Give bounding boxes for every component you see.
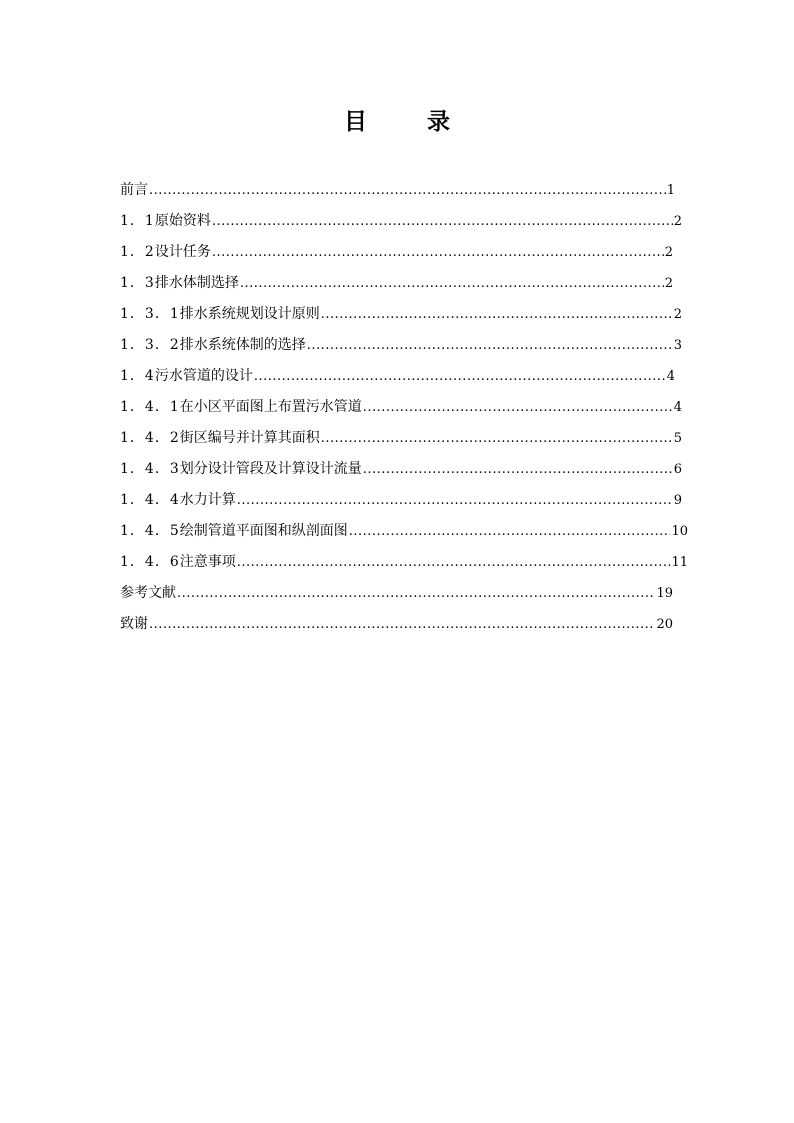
toc-leader-dots: [212, 206, 673, 237]
toc-leader-dots: [363, 392, 673, 423]
toc-leader-dots: [177, 578, 655, 609]
toc-entry-page: 9: [673, 493, 682, 508]
toc-entry-number: 1．3．1: [120, 306, 180, 322]
toc-leader-dots: [212, 237, 664, 268]
toc-entry-number: 1．1: [120, 213, 155, 229]
toc-entry-number: 1．4．2: [120, 430, 180, 446]
toc-entry[interactable]: [120, 175, 675, 206]
toc-entry-label: 在小区平面图上布置污水管道: [179, 399, 362, 415]
toc-entry-page: 1: [666, 183, 675, 198]
toc-entry-label: 原始资料: [154, 213, 211, 229]
toc-entry-number: 1．4．1: [120, 399, 180, 415]
toc-entry-number: 1．3: [120, 275, 155, 291]
toc-entry-number: 1．4．6: [120, 554, 180, 570]
toc-entry-page: 10: [671, 524, 688, 539]
toc-entry[interactable]: [120, 299, 682, 330]
toc-entry-label: 水力计算: [179, 492, 236, 508]
toc-entry-page: 6: [673, 462, 682, 477]
toc-entry-number: 1．4．3: [120, 461, 180, 477]
toc-entry-page: 2: [664, 245, 673, 260]
toc-entry[interactable]: [120, 392, 682, 423]
toc-entry-page: 2: [673, 214, 682, 229]
toc-leader-dots: [149, 175, 666, 206]
toc-entry-number: 1．4: [120, 368, 155, 384]
toc-entry-label: 排水系统规划设计原则: [179, 306, 320, 322]
page-title: 目 录: [343, 109, 476, 135]
toc-leader-dots: [321, 423, 673, 454]
toc-entry-label: 排水系统体制的选择: [179, 337, 306, 353]
toc-leader-dots: [237, 547, 671, 578]
toc-entry-label: 绘制管道平面图和纵剖面图: [179, 523, 348, 539]
toc-entry-page: 20: [656, 617, 673, 632]
toc-entry-page: 11: [671, 555, 688, 570]
toc-entry[interactable]: [120, 206, 682, 237]
toc-leader-dots: [237, 485, 673, 516]
toc-entry[interactable]: [120, 237, 673, 268]
toc-leader-dots: [254, 361, 666, 392]
toc-entry-number: 1．2: [120, 244, 155, 260]
toc-leader-dots: [149, 609, 655, 640]
toc-leader-dots: [321, 299, 673, 330]
toc-entry-page: 2: [664, 276, 673, 291]
toc-entry-label: 前言: [120, 182, 148, 198]
toc-entry-label: 划分设计管段及计算设计流量: [179, 461, 362, 477]
toc-entry[interactable]: [120, 516, 688, 547]
toc-leader-dots: [349, 516, 671, 547]
toc-entry-page: 2: [673, 307, 682, 322]
toc-entry-number: 1．4．4: [120, 492, 180, 508]
toc-entry-label: 设计任务: [154, 244, 211, 260]
toc-entry-page: 5: [673, 431, 682, 446]
toc-entry-label: 注意事项: [179, 554, 236, 570]
toc-entry-label: 排水体制选择: [154, 275, 239, 291]
toc-leader-dots: [240, 268, 664, 299]
toc-entry-page: 4: [673, 400, 682, 415]
toc-entry[interactable]: [120, 423, 682, 454]
table-of-contents: [120, 175, 690, 640]
toc-entry[interactable]: [120, 361, 675, 392]
toc-leader-dots: [307, 330, 673, 361]
toc-leader-dots: [363, 454, 673, 485]
toc-entry-page: 19: [656, 586, 673, 601]
toc-entry-page: 4: [666, 369, 675, 384]
toc-entry[interactable]: [120, 578, 673, 609]
toc-entry-label: 参考文献: [120, 585, 176, 601]
toc-entry-label: 街区编号并计算其面积: [179, 430, 320, 446]
toc-entry[interactable]: [120, 609, 673, 640]
toc-entry-number: 1．3．2: [120, 337, 180, 353]
toc-entry[interactable]: [120, 330, 682, 361]
toc-entry[interactable]: [120, 454, 682, 485]
toc-entry[interactable]: [120, 485, 682, 516]
toc-entry-label: 致谢: [120, 616, 148, 632]
toc-entry[interactable]: [120, 547, 688, 578]
toc-entry-page: 3: [673, 338, 682, 353]
toc-entry-number: 1．4．5: [120, 523, 180, 539]
toc-entry-label: 污水管道的设计: [154, 368, 253, 384]
toc-entry[interactable]: [120, 268, 673, 299]
